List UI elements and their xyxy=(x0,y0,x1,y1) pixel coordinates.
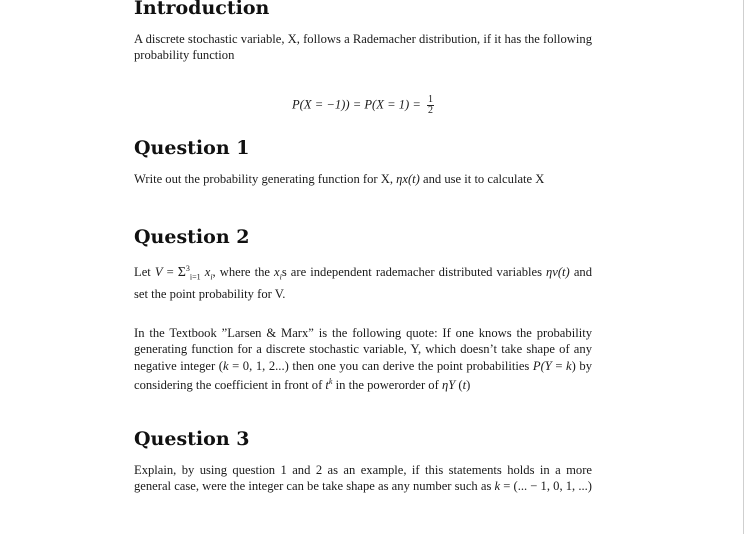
q2-text-d: and set the point probability for V. xyxy=(134,265,593,302)
quote-text-a: In the Textbook ”Larsen & Marx” is the following quote: If one knows the probability generating function for a discrete stochastic variable, Y, which doesn’t take shape of any negative integer ( xyxy=(134,326,592,373)
heading-introduction: Introduction xyxy=(134,0,270,19)
q2-math-xi: x xyxy=(274,265,280,280)
sum-upper-limit: 3 xyxy=(185,264,190,273)
quote-math-py: P(Y xyxy=(532,358,552,373)
summation-symbol: Σ xyxy=(177,265,186,281)
quote-text-f: ( xyxy=(455,378,463,393)
page-edge-divider xyxy=(743,0,744,534)
quote-text-b: = 0, 1, 2...) then one you can derive the point probabilities xyxy=(228,358,533,373)
q2-math-x-sub: i xyxy=(210,272,213,282)
quote-math-k: k xyxy=(222,358,229,373)
quote-text-g: ) xyxy=(466,378,471,393)
heading-question-3: Question 3 xyxy=(134,428,250,450)
q2-math-eta-v: ηv(t) xyxy=(546,265,570,280)
quote-text-d: ) by considering the coefficient in front of xyxy=(134,358,592,393)
equation-fraction xyxy=(427,95,434,116)
quote-math-eta-y: ηY xyxy=(441,378,456,393)
fraction-numerator: 1 xyxy=(428,94,434,105)
heading-question-2: Question 2 xyxy=(134,226,250,248)
question-1-text xyxy=(134,171,592,187)
rademacher-equation xyxy=(134,95,592,116)
question-3-text xyxy=(134,462,592,495)
heading-question-1: Question 1 xyxy=(134,137,250,159)
q1-text-a: Write out the probability generating function for X, xyxy=(134,172,397,186)
q2-math-xi-sub: i xyxy=(279,272,282,282)
q1-math-eta-x: ηx(t) xyxy=(396,172,420,186)
sum-lower-limit: i=1 xyxy=(189,272,201,282)
q2-equals: = xyxy=(162,265,178,280)
quote-text-e: in the powerorder of xyxy=(332,378,442,393)
q3-math-k: k xyxy=(494,479,501,494)
q1-text-b: and use it to calculate X xyxy=(419,172,545,186)
quote-math-k2: k xyxy=(566,358,572,373)
intro-paragraph: A discrete stochastic variable, X, follows a Rademacher distribution, if it has the following probability function xyxy=(134,32,592,63)
q3-text-a: Explain, by using question 1 and 2 as an example, if this statements holds in a more general case, were the integer can be take shape as any number such as xyxy=(134,463,592,494)
q2-text-b: , where the xyxy=(212,265,275,280)
textbook-quote-paragraph xyxy=(134,325,592,394)
fraction-denominator: 2 xyxy=(428,105,434,116)
quote-text-c: = xyxy=(551,358,567,373)
quote-math-t: t xyxy=(325,378,329,393)
q2-text-a: Let xyxy=(134,265,155,280)
q2-math-v: V xyxy=(154,265,163,280)
question-2-text xyxy=(134,261,592,303)
quote-math-t2: t xyxy=(462,378,467,393)
equation-lhs: P(X = −1)) = P(X = 1) = xyxy=(291,97,421,112)
q3-text-b: = (... − 1, 0, 1, ...) xyxy=(500,479,592,494)
quote-math-t-sup: k xyxy=(328,377,333,387)
q2-text-c: s are independent rademacher distributed variables xyxy=(281,265,547,280)
q2-math-x: x xyxy=(204,265,211,280)
